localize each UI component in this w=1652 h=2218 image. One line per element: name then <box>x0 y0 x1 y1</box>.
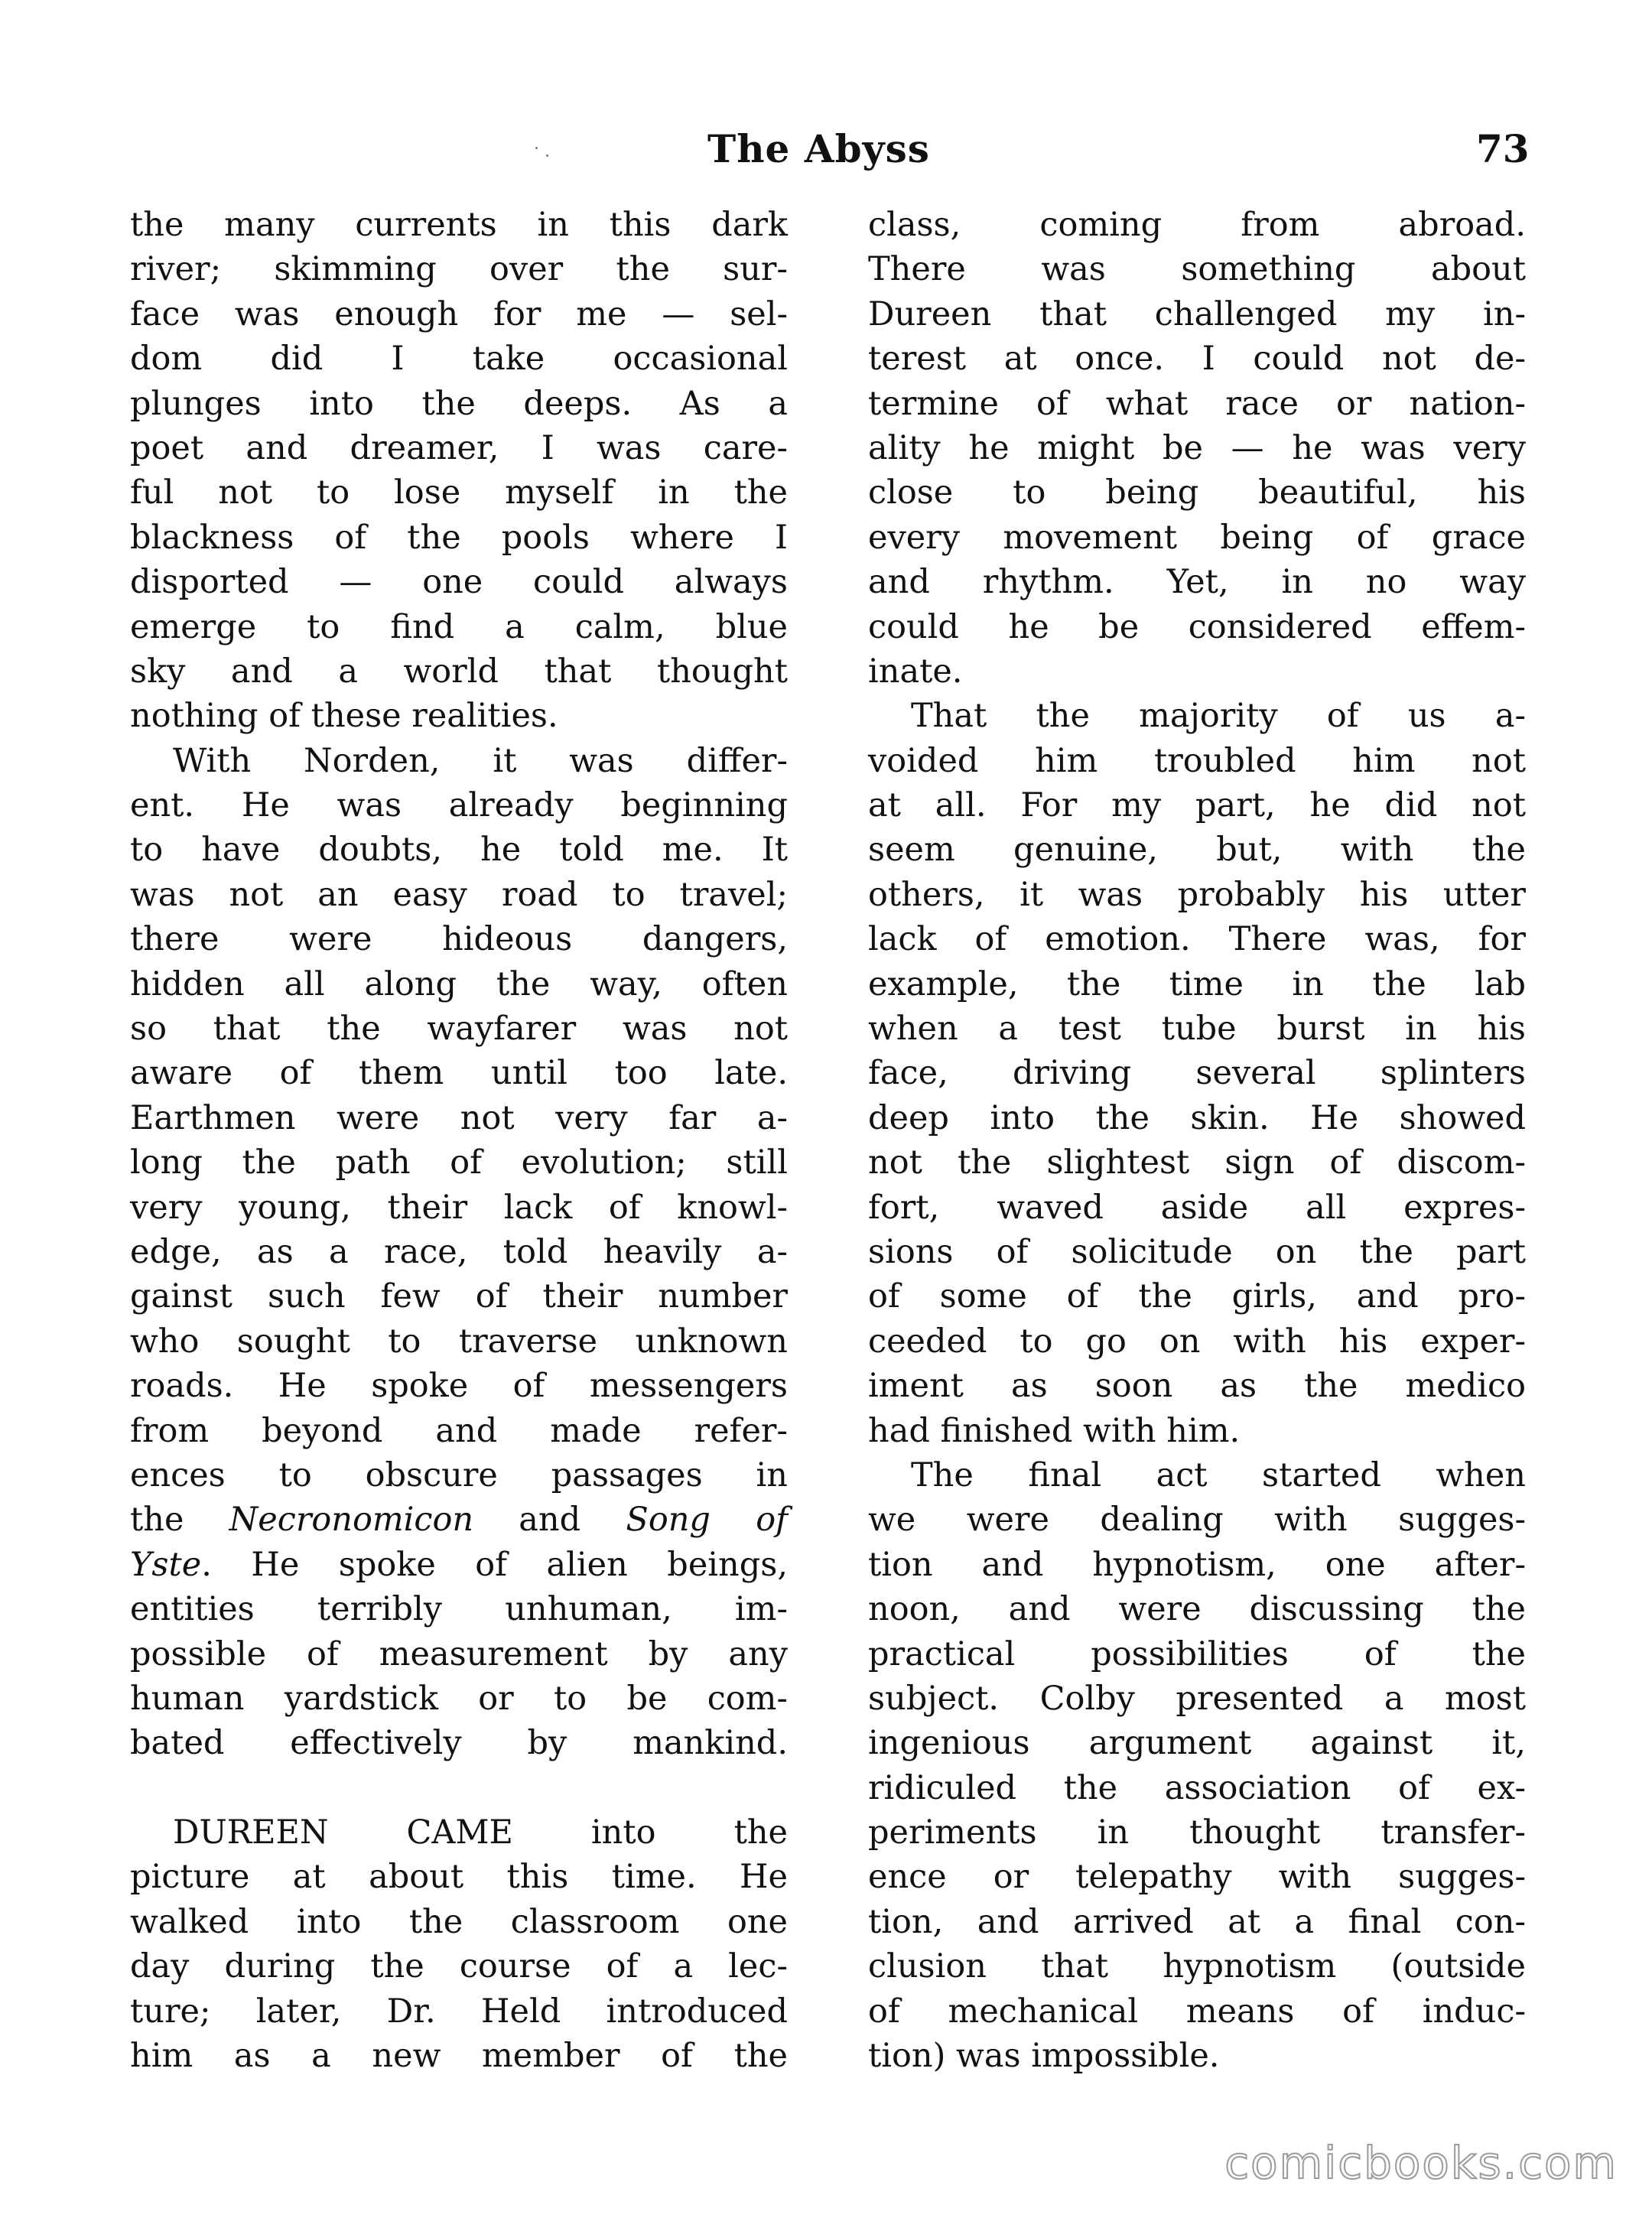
text-line: every movement being of grace <box>868 518 1526 557</box>
text-line: face was enough for me — sel- <box>130 294 788 333</box>
text-line: The final act started when <box>911 1455 1526 1494</box>
text-line: poet and dreamer, I was care- <box>130 428 788 467</box>
text-line: periments in thought transfer- <box>868 1813 1526 1852</box>
text-line: human yardstick or to be com- <box>130 1679 788 1718</box>
text-line: aware of them until too late. <box>130 1054 788 1093</box>
text-line: dom did I take occasional <box>130 340 788 379</box>
text-line: plunges into the deeps. As a <box>130 384 788 423</box>
text-line: picture at about this time. He <box>130 1858 788 1897</box>
text-line: clusion that hypnotism (outside <box>868 1947 1526 1986</box>
text-line: voided him troubled him not <box>868 741 1526 780</box>
text-line: to have doubts, he told me. It <box>130 831 788 870</box>
text-line: noon, and were discussing the <box>868 1590 1526 1629</box>
text-line: inate. <box>868 652 963 691</box>
text-line: gainst such few of their number <box>130 1277 788 1316</box>
section-opening-line: DUREEN CAME into the <box>173 1813 788 1852</box>
text-line: was not an easy road to travel; <box>130 875 788 914</box>
text-line: With Norden, it was differ- <box>173 741 788 780</box>
text-line: there were hideous dangers, <box>130 920 788 959</box>
text-line: very young, their lack of knowl- <box>130 1188 788 1227</box>
text-line: ture; later, Dr. Held introduced <box>130 1992 788 2031</box>
text-line: entities terribly unhuman, im- <box>130 1590 788 1629</box>
text-line: could he be considered effem- <box>868 607 1526 646</box>
text-line: subject. Colby presented a most <box>868 1679 1526 1718</box>
text-line: roads. He spoke of messengers <box>130 1367 788 1406</box>
page-number: 73 <box>1476 126 1530 171</box>
page-header <box>0 126 1652 187</box>
text-line: ality he might be — he was very <box>868 428 1526 467</box>
text-line: ful not to lose myself in the <box>130 473 788 512</box>
text-line: from beyond and made refer- <box>130 1411 788 1450</box>
text-line: Yste. He spoke of alien beings, <box>130 1545 788 1584</box>
print-specks <box>535 145 551 161</box>
text-line: ence or telepathy with sugges- <box>868 1858 1526 1897</box>
text-line: others, it was probably his utter <box>868 875 1526 914</box>
text-line: tion and hypnotism, one after- <box>868 1545 1526 1584</box>
text-line: class, coming from abroad. <box>868 206 1526 244</box>
text-line: Dureen that challenged my in- <box>868 294 1526 333</box>
text-line: day during the course of a lec- <box>130 1947 788 1986</box>
right-column <box>868 203 1526 2078</box>
text-line: deep into the skin. He showed <box>868 1098 1526 1137</box>
text-line: bated effectively by mankind. <box>130 1724 788 1763</box>
text-line: blackness of the pools where I <box>130 518 788 557</box>
text-line: ences to obscure passages in <box>130 1455 788 1494</box>
text-line: practical possibilities of the <box>868 1634 1526 1673</box>
running-title: The Abyss <box>707 126 930 171</box>
text-line: ridiculed the association of ex- <box>868 1768 1526 1807</box>
text-line: Earthmen were not very far a- <box>130 1098 788 1137</box>
text-line: and rhythm. Yet, in no way <box>868 563 1526 602</box>
text-line: termine of what race or nation- <box>868 384 1526 423</box>
text-line: sions of solicitude on the part <box>868 1232 1526 1271</box>
text-line: possible of measurement by any <box>130 1634 788 1673</box>
text-line: ingenious argument against it, <box>868 1724 1526 1763</box>
text-line: so that the wayfarer was not <box>130 1010 788 1049</box>
text-line: emerge to find a calm, blue <box>130 607 788 646</box>
section-break <box>130 1766 788 1810</box>
text-line: seem genuine, but, with the <box>868 831 1526 870</box>
necronomicon-line: the Necronomicon and Song of <box>130 1501 788 1540</box>
text-line: sky and a world that thought <box>130 652 788 691</box>
text-line: edge, as a race, told heavily a- <box>130 1232 788 1271</box>
left-column <box>130 203 788 2078</box>
text-line-italic-titles <box>130 1498 788 1542</box>
text-line: had finished with him. <box>868 1411 1241 1450</box>
text-line: tion, and arrived at a final con- <box>868 1902 1526 1941</box>
text-line: at all. For my part, he did not <box>868 786 1526 825</box>
text-line: river; skimming over the sur- <box>130 250 788 289</box>
text-line: ceeded to go on with his exper- <box>868 1322 1526 1361</box>
text-line: tion) was impossible. <box>868 2037 1220 2076</box>
text-line: hidden all along the way, often <box>130 964 788 1003</box>
text-line: fort, waved aside all expres- <box>868 1188 1526 1227</box>
text-line: disported — one could always <box>130 563 788 602</box>
text-line: nothing of these realities. <box>130 697 558 736</box>
text-line: we were dealing with sugges- <box>868 1501 1526 1540</box>
text-line: terest at once. I could not de- <box>868 340 1526 379</box>
text-line: of mechanical means of induc- <box>868 1992 1526 2031</box>
text-line: close to being beautiful, his <box>868 473 1526 512</box>
watermark-logo: comicbooks.com <box>1224 2137 1618 2189</box>
text-line: him as a new member of the <box>130 2037 788 2076</box>
text-line: ent. He was already beginning <box>130 786 788 825</box>
text-line: That the majority of us a- <box>911 697 1526 736</box>
text-line: iment as soon as the medico <box>868 1367 1526 1406</box>
text-line: walked into the classroom one <box>130 1902 788 1941</box>
text-line: of some of the girls, and pro- <box>868 1277 1526 1316</box>
text-line: face, driving several splinters <box>868 1054 1526 1093</box>
text-line: who sought to traverse unknown <box>130 1322 788 1361</box>
text-line: lack of emotion. There was, for <box>868 920 1526 959</box>
text-line: example, the time in the lab <box>868 964 1526 1003</box>
text-line: There was something about <box>868 250 1526 289</box>
text-line: not the slightest sign of discom- <box>868 1143 1526 1182</box>
text-line: long the path of evolution; still <box>130 1143 788 1182</box>
text-line: the many currents in this dark <box>130 206 788 244</box>
text-line: when a test tube burst in his <box>868 1010 1526 1049</box>
